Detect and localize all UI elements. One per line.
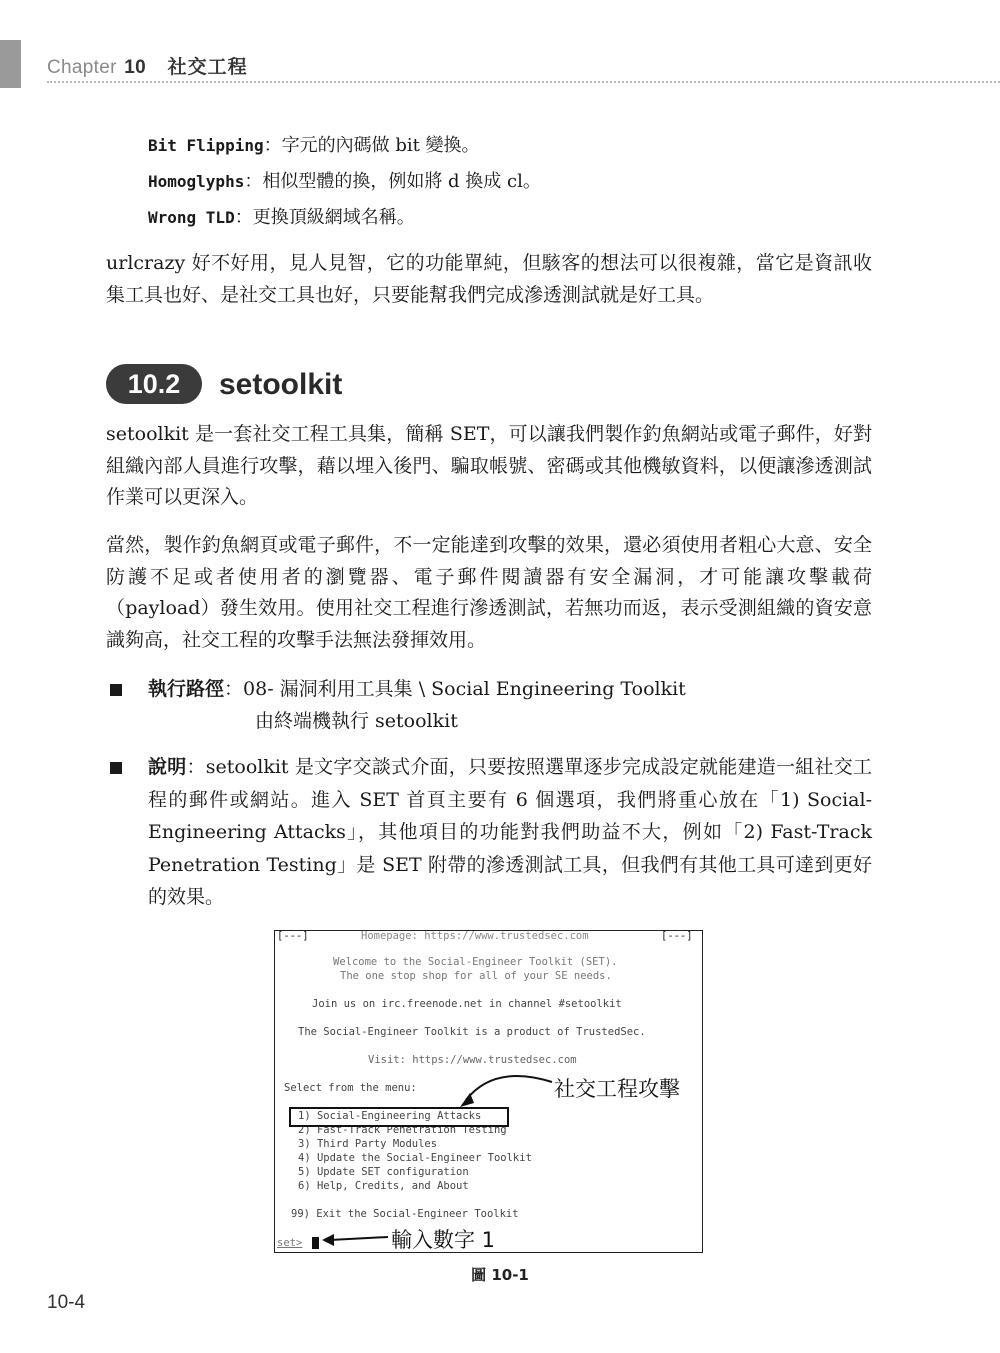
definition-term: Homoglyphs (148, 172, 245, 191)
terminal-bracket-left: [---] (277, 930, 309, 942)
callout-input-number: 輸入數字 1 (391, 1228, 496, 1252)
running-header (47, 52, 248, 79)
terminal-menu-item-2: 2) Fast-Track Penetration Testing (298, 1124, 507, 1136)
execution-path-item (148, 673, 872, 706)
highlight-box (289, 1107, 509, 1127)
description-text: setoolkit 是文字交談式介面，只要按照選單逐步完成設定就能建造一組社交工程的郵件或網站。進入 SET 首頁主要有 6 個選項，我們將重心放在「1) Social-Engineering Attacks」，其他項目的功能對我們助益不大，例如「2) Fast-Track Penetration Testing」是 SET 附帶的滲透測試工具，但我們有其他工具可達到更好的效果。 (148, 756, 872, 908)
terminal-welcome-line2: The one stop shop for all of your SE needs. (340, 970, 612, 982)
chapter-tab-marker (0, 40, 21, 88)
definition-bit-flipping (148, 134, 480, 158)
terminal-exit-item: 99) Exit the Social-Engineer Toolkit (291, 1208, 519, 1220)
description-label: 說明 (148, 756, 187, 778)
execution-path-label: 執行路徑 (148, 678, 225, 700)
description-item (148, 751, 872, 914)
definition-desc: 相似型體的換，例如將 d 換成 cl。 (262, 171, 541, 192)
execution-path-line1: 08- 漏洞利用工具集 \ Social Engineering Toolkit (243, 678, 686, 700)
setoolkit-intro-paragraph: setoolkit 是一套社交工程工具集，簡稱 SET，可以讓我們製作釣魚網站或電子郵件，好對組織內部人員進行攻擊，藉以埋入後門、騙取帳號、密碼或其他機敏資料，以便讓滲透測試作業可以更深入。 (106, 423, 872, 508)
figure-caption: 圖 10-1 (471, 1266, 529, 1284)
terminal-product-line: The Social-Engineer Toolkit is a product of TrustedSec. (298, 1026, 646, 1038)
header-divider (47, 81, 1000, 83)
urlcrazy-paragraph: urlcrazy 好不好用，見人見智，它的功能單純，但駭客的想法可以很複雜，當它是資訊收集工具也好、是社交工具也好，只要能幫我們完成滲透測試就是好工具。 (106, 252, 872, 306)
definition-separator: ： (263, 135, 282, 156)
definition-desc: 更換頂級網域名稱。 (252, 207, 415, 228)
terminal-homepage: Homepage: https://www.trustedsec.com (361, 930, 589, 942)
section-title: setoolkit (219, 368, 343, 401)
section-number-badge: 10.2 (106, 364, 202, 404)
definition-desc: 字元的內碼做 bit 變換。 (281, 135, 480, 156)
terminal-menu-item-1: 1) Social-Engineering Attacks (298, 1110, 482, 1122)
terminal-menu-item-4: 4) Update the Social-Engineer Toolkit (298, 1152, 532, 1164)
callout-social-engineering-attack: 社交工程攻擊 (554, 1077, 680, 1101)
bullet-square-icon (110, 684, 122, 696)
effectiveness-paragraph: 當然，製作釣魚網頁或電子郵件，不一定能達到攻擊的效果，還必須使用者粗心大意、安全防護不足或者使用者的瀏覽器、電子郵件閱讀器有安全漏洞，才可能讓攻擊載荷（payload）發生效用。使用社交工程進行滲透測試，若無功而返，表示受測組織的資安意識夠高，社交工程的攻擊手法無法發揮效用。 (106, 534, 872, 651)
terminal-select-prompt: Select from the menu: (284, 1082, 417, 1094)
terminal-welcome-line1: Welcome to the Social-Engineer Toolkit (SET). (333, 956, 618, 968)
terminal-cursor (312, 1237, 319, 1249)
definition-separator: ： (234, 207, 253, 228)
terminal-menu-item-5: 5) Update SET configuration (298, 1166, 469, 1178)
terminal-menu-item-3: 3) Third Party Modules (298, 1138, 438, 1150)
definition-term: Bit Flipping (148, 136, 264, 155)
page-number: 10-4 (47, 1292, 86, 1313)
execution-path-line2: 由終端機執行 setoolkit (255, 710, 458, 732)
chapter-word: Chapter (47, 57, 117, 78)
chapter-title: 社交工程 (167, 57, 248, 78)
definition-term: Wrong TLD (148, 208, 235, 227)
terminal-prompt: set> (277, 1237, 303, 1249)
terminal-bracket-right: [---] (661, 930, 693, 942)
bullet-square-icon (110, 762, 122, 774)
definition-separator: ： (244, 171, 263, 192)
label-separator: ： (186, 756, 206, 778)
terminal-visit-line: Visit: https://www.trustedsec.com (368, 1054, 577, 1066)
terminal-menu-item-6: 6) Help, Credits, and About (298, 1180, 469, 1192)
definition-wrong-tld (148, 206, 415, 230)
chapter-number: 10 (124, 57, 147, 78)
terminal-join-line: Join us on irc.freenode.net in channel #setoolkit (312, 998, 622, 1010)
label-separator: ： (224, 678, 244, 700)
definition-homoglyphs (148, 170, 541, 194)
